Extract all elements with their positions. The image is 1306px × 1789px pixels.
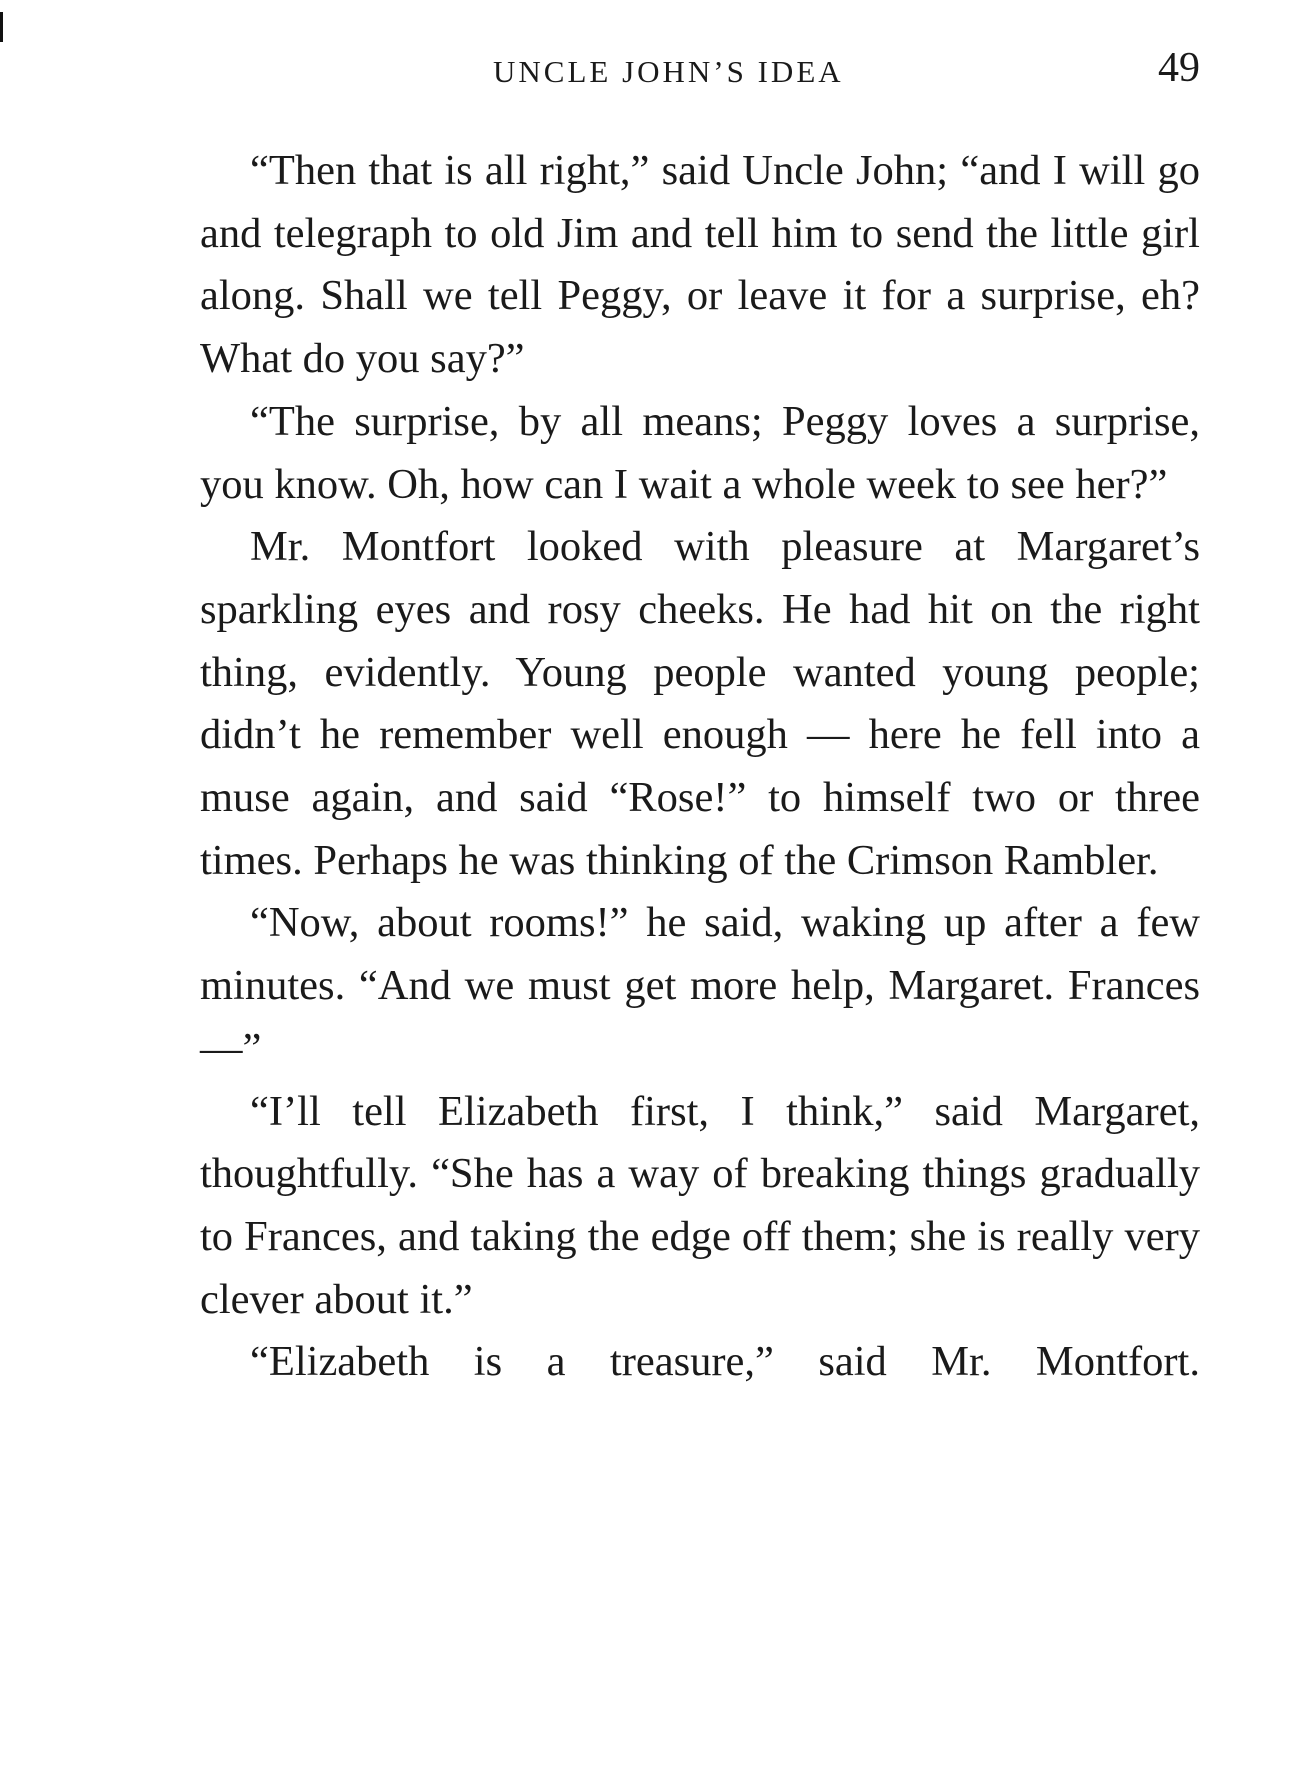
body-text [200, 140, 1200, 1394]
running-title: UNCLE JOHN’S IDEA [493, 54, 844, 89]
page-edge-mark [0, 12, 3, 42]
paragraph: “Elizabeth is a treasure,” said Mr. Montfort. [250, 1338, 1200, 1386]
paragraph: “I’ll tell Elizabeth first, I think,” said Margaret, thoughtfully. “She has a way of breaking things gradually to Frances, and taking the edge off them; she is really very clever about it.” [200, 1087, 1200, 1323]
paragraph: “The surprise, by all means; Peggy loves a surprise, you know. Oh, how can I wait a whole week to see her?” [200, 397, 1200, 508]
paragraph: “Now, about rooms!” he said, waking up after a few minutes. “And we must get more help, Margaret. Frances —” [200, 899, 1200, 1072]
paragraph: Mr. Montfort looked with pleasure at Margaret’s sparkling eyes and rosy cheeks. He had hit on the right thing, evidently. Young people wanted young people; didn’t he remember well enough — here he fell into a muse again, and said “Rose!” to himself two or three times. Perhaps he was thinking of the Crimson Rambler. [200, 523, 1200, 884]
running-header [200, 44, 1200, 104]
paragraph: “Then that is all right,” said Uncle John; “and I will go and telegraph to old Jim and tell him to send the little girl along. Shall we tell Peggy, or leave it for a surprise, eh? What do you say?” [200, 147, 1200, 383]
page-number: 49 [1158, 45, 1200, 91]
